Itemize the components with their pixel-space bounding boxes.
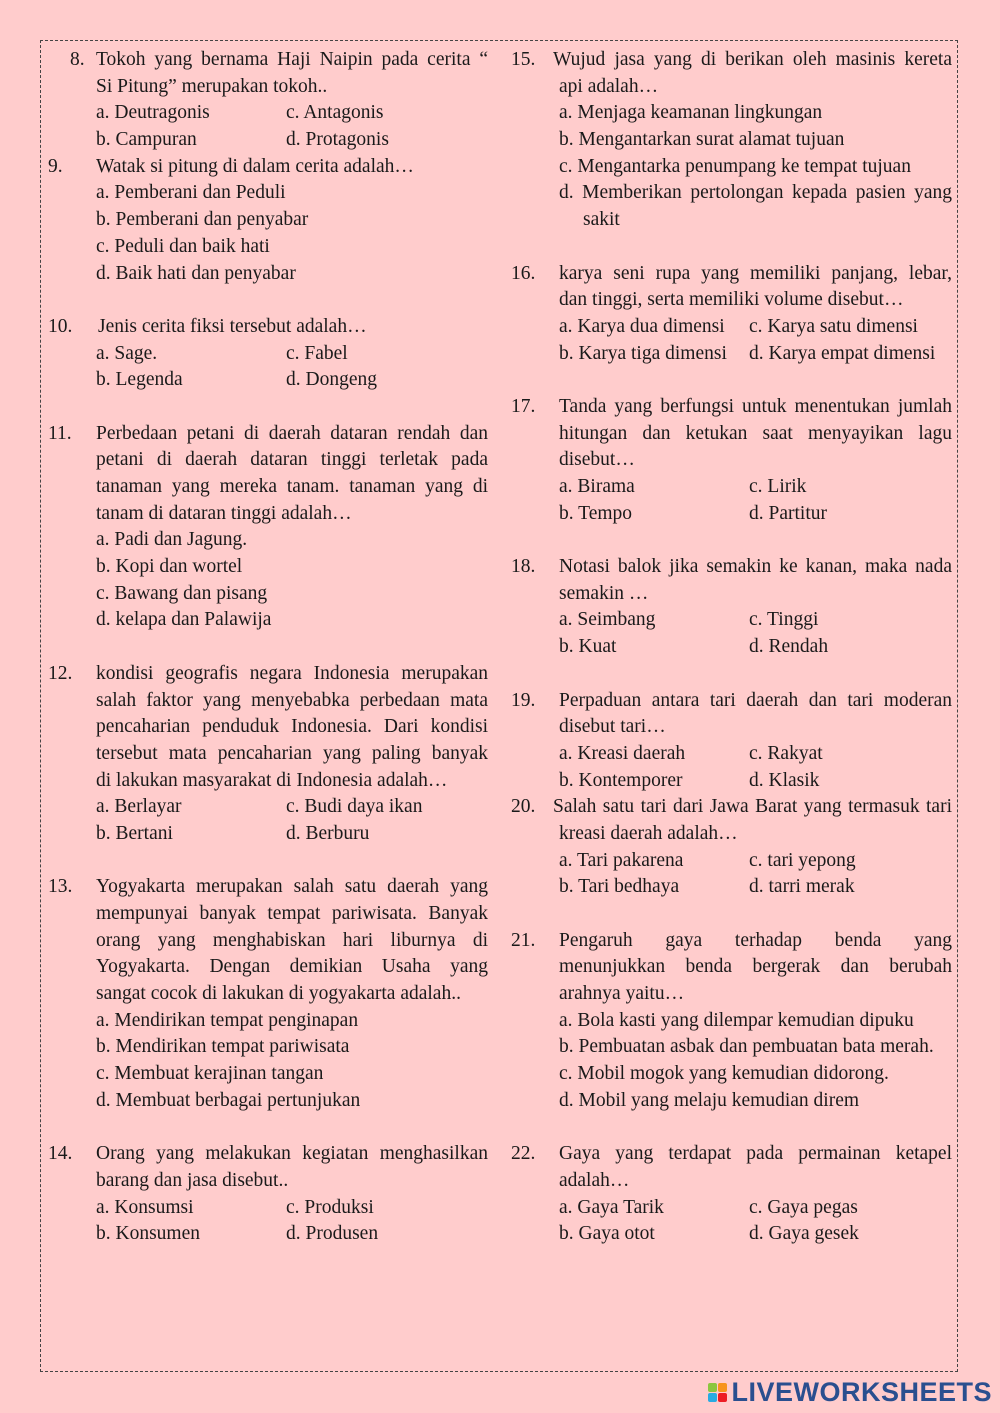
option-c[interactable]: c. Karya satu dimensi — [749, 315, 918, 337]
option-d[interactable]: d. Partitur — [749, 502, 827, 524]
question-number: 16. — [511, 262, 536, 284]
question-text: disebut tari… — [559, 716, 666, 738]
option-c[interactable]: c. Fabel — [286, 342, 348, 364]
option-a[interactable]: a. Seimbang — [559, 609, 656, 631]
option-d[interactable]: d. Baik hati dan penyabar — [96, 262, 296, 284]
question-13 — [48, 874, 488, 1114]
option-a[interactable]: a. Bola kasti yang dilempar kemudian dipuku — [559, 1009, 914, 1031]
question-number: 12. — [48, 662, 73, 684]
option-d[interactable]: d. Produsen — [286, 1223, 379, 1245]
option-a[interactable]: a. Mendirikan tempat penginapan — [96, 1009, 359, 1031]
option-c[interactable]: c. Mengantarka penumpang ke tempat tujuan — [559, 155, 911, 177]
option-a[interactable]: a. Menjaga keamanan lingkungan — [559, 102, 823, 124]
option-d[interactable]: d. Berburu — [286, 822, 370, 844]
question-18 — [511, 554, 952, 661]
option-b[interactable]: b. Tari bedhaya — [559, 876, 680, 898]
option-c[interactable]: c. Bawang dan pisang — [96, 582, 268, 604]
question-text: karya seni rupa yang memiliki panjang, lebar, — [559, 262, 952, 284]
question-number: 19. — [511, 689, 536, 711]
option-b[interactable]: b. Kopi dan wortel — [96, 556, 243, 578]
option-a[interactable]: a. Berlayar — [96, 796, 182, 818]
question-number: 22. — [511, 1143, 536, 1165]
option-b[interactable]: b. Tempo — [559, 502, 633, 524]
option-d[interactable]: d. Memberikan pertolongan kepada pasien yang — [559, 182, 952, 204]
question-number: 18. — [511, 556, 536, 578]
option-d[interactable]: d. tarri merak — [749, 876, 855, 898]
option-a[interactable]: a. Gaya Tarik — [559, 1196, 664, 1218]
question-text: Si Pitung” merupakan tokoh.. — [96, 75, 328, 97]
question-text: Tanda yang berfungsi untuk menentukan jumlah — [559, 395, 952, 417]
question-text: sangat cocok di lakukan di yogyakarta adalah.. — [96, 983, 461, 1005]
option-b[interactable]: b. Mengantarkan surat alamat tujuan — [559, 129, 845, 151]
option-a[interactable]: a. Padi dan Jagung. — [96, 529, 248, 551]
option-a[interactable]: a. Birama — [559, 476, 635, 497]
question-text: menunjukkan benda bergerak dan berubah — [559, 956, 952, 978]
question-text: hitungan dan ketukan saat menyayikan lagu — [559, 422, 952, 444]
option-a[interactable]: a. Kreasi daerah — [559, 742, 686, 764]
question-text: mempunyai banyak tempat pariwisata. Banyak — [96, 903, 488, 924]
option-c[interactable]: c. Produksi — [286, 1196, 374, 1218]
question-9 — [48, 154, 488, 287]
option-c[interactable]: c. Membuat kerajinan tangan — [96, 1063, 324, 1085]
option-a[interactable]: a. Pemberani dan Peduli — [96, 182, 286, 204]
option-d[interactable]: d. Klasik — [749, 769, 820, 791]
option-d[interactable]: d. Protagonis — [286, 129, 389, 151]
question-number: 11. — [48, 422, 72, 444]
question-text: Perpaduan antara tari daerah dan tari moderan — [559, 689, 952, 711]
question-11 — [48, 421, 488, 635]
option-a[interactable]: a. Tari pakarena — [559, 849, 684, 871]
option-b[interactable]: b. Mendirikan tempat pariwisata — [96, 1036, 350, 1058]
question-text: Tokoh yang bernama Haji Naipin pada cerita “ — [96, 49, 488, 70]
question-14 — [48, 1141, 488, 1248]
option-b[interactable]: b. Gaya otot — [559, 1223, 655, 1245]
question-16 — [511, 261, 952, 368]
question-text: salah faktor yang menyebabka perbedaan mata — [96, 689, 488, 711]
option-c[interactable]: c. Budi daya ikan — [286, 796, 423, 818]
option-d[interactable]: d. Dongeng — [286, 369, 377, 391]
option-d[interactable]: d. Membuat berbagai pertunjukan — [96, 1089, 361, 1111]
question-text: tanam di dataran tinggi adalah… — [96, 502, 352, 524]
option-d[interactable]: d. kelapa dan Palawija — [96, 609, 272, 631]
brand-name: LIVEWORKSHEETS — [731, 1376, 992, 1407]
question-text: kreasi daerah adalah… — [559, 822, 738, 844]
option-b[interactable]: b. Legenda — [96, 369, 183, 391]
question-21 — [511, 928, 952, 1115]
option-b[interactable]: b. Campuran — [96, 129, 197, 151]
question-text: Yogyakarta merupakan salah satu daerah yang — [96, 876, 488, 898]
option-b[interactable]: b. Bertani — [96, 822, 173, 844]
option-c[interactable]: c. Mobil mogok yang kemudian didorong. — [559, 1063, 889, 1085]
liveworksheets-logo[interactable] — [708, 1377, 992, 1407]
question-15 — [511, 47, 952, 234]
question-text: di lakukan masyarakat di Indonesia adalah… — [96, 769, 448, 791]
option-c[interactable]: c. Rakyat — [749, 742, 823, 764]
question-text: Yogyakarta. Dengan demikian Usaha yang — [96, 956, 488, 978]
option-b[interactable]: b. Karya tiga dimensi — [559, 342, 727, 364]
option-c[interactable]: c. Peduli dan baik hati — [96, 235, 270, 257]
question-8 — [48, 47, 488, 154]
question-10 — [48, 314, 488, 394]
question-text: Salah satu tari dari Jawa Barat yang termasuk tari — [553, 796, 952, 818]
question-number: 10. — [48, 315, 73, 337]
question-text: kondisi geografis negara Indonesia merupakan — [96, 662, 488, 684]
question-text: dan tinggi, serta memiliki volume disebut… — [559, 289, 904, 311]
question-number: 14. — [48, 1143, 73, 1165]
question-text: tersebut mata pencaharian yang paling banyak — [96, 742, 488, 764]
question-text: Jenis cerita fiksi tersebut adalah… — [98, 315, 367, 337]
question-text: Perbedaan petani di daerah dataran rendah dan — [96, 422, 488, 444]
question-text: tanaman yang mereka tanam. tanaman yang di — [96, 476, 488, 497]
option-b[interactable]: b. Pembuatan asbak dan pembuatan bata merah. — [559, 1036, 934, 1058]
question-text: Orang yang melakukan kegiatan menghasilkan — [96, 1143, 488, 1165]
question-text: Watak si pitung di dalam cerita adalah… — [96, 155, 414, 177]
option-d[interactable]: d. Mobil yang melaju kemudian direm — [559, 1089, 860, 1111]
question-number: 20. — [511, 796, 536, 818]
option-c[interactable]: c. tari yepong — [749, 849, 856, 871]
question-20 — [511, 794, 952, 901]
option-d[interactable]: d. Gaya gesek — [749, 1223, 859, 1245]
question-19 — [511, 688, 952, 795]
question-text: adalah… — [559, 1169, 630, 1191]
question-text: Gaya yang terdapat pada permainan ketapel — [559, 1143, 952, 1165]
question-text: arahnya yaitu… — [559, 983, 685, 1005]
option-b[interactable]: b. Kontemporer — [559, 769, 683, 791]
question-text: pencaharian penduduk Indonesia. Dari kondisi — [96, 716, 488, 738]
option-d[interactable]: d. Karya empat dimensi — [749, 342, 936, 364]
option-b[interactable]: b. Kuat — [559, 636, 617, 658]
option-a[interactable]: a. Sage. — [96, 342, 158, 364]
liveworksheets-icon — [708, 1383, 727, 1402]
question-number: 9. — [48, 155, 63, 177]
question-12 — [48, 661, 488, 848]
option-b[interactable]: b. Pemberani dan penyabar — [96, 209, 309, 231]
option-d-continued: sakit — [583, 209, 620, 231]
question-number: 21. — [511, 929, 536, 951]
question-17 — [511, 394, 952, 527]
question-number: 8. — [70, 49, 85, 70]
option-c[interactable]: c. Gaya pegas — [749, 1196, 858, 1218]
question-text: petani di daerah dataran tinggi terletak pada — [96, 449, 488, 471]
option-b[interactable]: b. Konsumen — [96, 1223, 200, 1245]
option-c[interactable]: c. Antagonis — [286, 102, 384, 124]
question-text: orang yang menghabiskan hari liburnya di — [96, 929, 488, 951]
question-text: barang dan jasa disebut.. — [96, 1169, 289, 1191]
question-text: Wujud jasa yang di berikan oleh masinis kereta — [553, 49, 952, 70]
question-text: disebut… — [559, 449, 635, 471]
question-number: 15. — [511, 49, 536, 70]
question-number: 17. — [511, 395, 536, 417]
question-text: Notasi balok jika semakin ke kanan, maka nada — [559, 556, 952, 578]
option-d[interactable]: d. Rendah — [749, 636, 829, 658]
option-a[interactable]: a. Deutragonis — [96, 102, 210, 124]
right-column — [511, 47, 952, 1248]
option-a[interactable]: a. Karya dua dimensi — [559, 315, 725, 337]
question-text: Pengaruh gaya terhadap benda yang — [559, 929, 952, 951]
option-c[interactable]: c. Tinggi — [749, 609, 819, 631]
option-c[interactable]: c. Lirik — [749, 476, 807, 497]
question-22 — [511, 1141, 952, 1248]
option-a[interactable]: a. Konsumsi — [96, 1196, 194, 1218]
left-column — [48, 47, 488, 1248]
question-number: 13. — [48, 876, 73, 898]
question-text: semakin … — [559, 582, 649, 604]
question-text: api adalah… — [559, 75, 659, 97]
